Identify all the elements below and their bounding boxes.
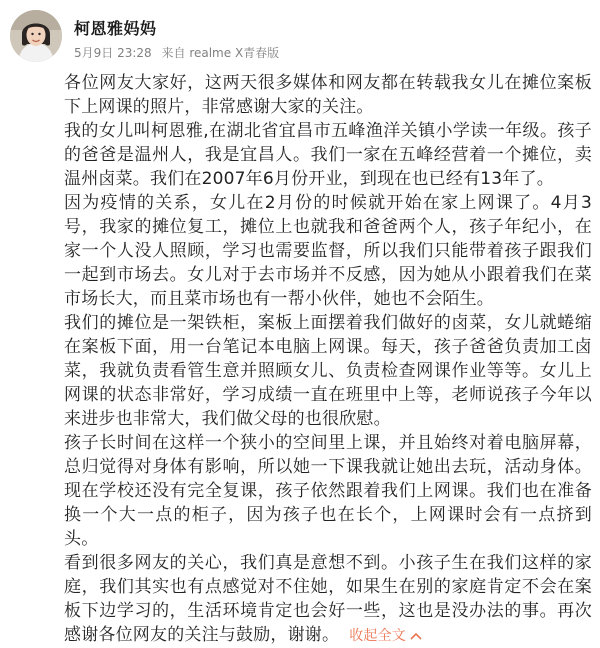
chevron-up-icon — [410, 632, 422, 640]
post-paragraph-last — [64, 551, 592, 648]
post-paragraph: 我的女儿叫柯恩雅,在湖北省宜昌市五峰渔洋关镇小学读一年级。孩子的爸爸是温州人，我是宜昌人。我们一家在五峰经营着一个摊位，卖温州卤菜。我们在2007年6月份开业，到现在也已经有13年了。 — [64, 121, 592, 189]
post-header — [10, 10, 590, 66]
post-meta — [74, 44, 285, 61]
post-timestamp[interactable]: 5月9日 23:28 — [74, 46, 152, 60]
author-name[interactable]: 柯恩雅妈妈 — [74, 19, 157, 38]
post-source: 来自 realme X青春版 — [161, 46, 280, 60]
avatar[interactable] — [10, 10, 62, 62]
collapse-label: 收起全文 — [349, 628, 407, 644]
post-paragraph: 因为疫情的关系，女儿在2月份的时候就开始在家上网课了。4月3号，我家的摊位复工，摊位上也就我和爸爸两个人，孩子年纪小，在家一个人没人照顾，学习也需要监督，所以我们只能带着孩子跟我们一起到市场去。女儿对于去市场并不反感，因为她从小跟着我们在菜市场长大，而且菜市场也有一帮小伙伴，她也不会陌生。 — [64, 193, 592, 309]
user-avatar-icon — [10, 10, 62, 62]
post-paragraph-text: 看到很多网友的关心，我们真是意想不到。小孩子生在我们这样的家庭，我们其实也有点感觉对不住她，如果生在别的家庭肯定不会在案板下边学习的，生活环境肯定也会好一些，这也是没办法的事。再次感谢各位网友的关注与鼓励，谢谢。 — [64, 553, 592, 645]
post-paragraph: 我们的摊位是一架铁柜，案板上面摆着我们做好的卤菜，女儿就蜷缩在案板下面，用一台笔记本电脑上网课。每天，孩子爸爸负责加工卤菜，我就负责看管生意并照顾女儿、负责检查网课作业等等。女儿上网课的状态非常好，学习成绩一直在班里中上等，老师说孩子今年以来进步也非常大，我们做父母的也很欣慰。 — [64, 313, 592, 429]
post-body — [64, 71, 592, 648]
post-paragraph: 孩子长时间在这样一个狭小的空间里上课，并且始终对着电脑屏幕，总归觉得对身体有影响，所以她一下课我就让她出去玩，活动身体。现在学校还没有完全复课，孩子依然跟着我们上网课。我们也在准备换一个大一点的柜子，因为孩子也在长个，上网课时会有一点挤到头。 — [64, 433, 592, 549]
post-paragraph: 各位网友大家好，这两天很多媒体和网友都在转载我女儿在摊位案板下上网课的照片，非常感谢大家的关注。 — [64, 73, 592, 117]
collapse-full-text-button[interactable] — [349, 628, 422, 644]
